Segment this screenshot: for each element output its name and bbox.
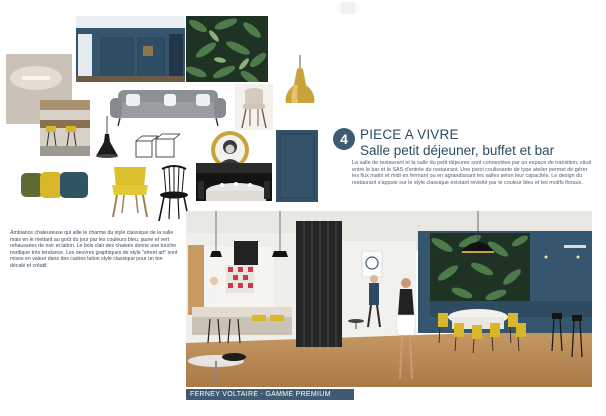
section-description: La salle de restaurant et la salle du petit déjeuner sont connectées par un espace de transition, situé entre le bar et le SAS d'entrée du restaurant. Une paroi coulissante de type atelier permet de gérer les flux matin et midi en fermant ou en agrandissant les salles selon leur capacités. Le design du restaurant s'appuie sur le style classique existant revisité par le couleur bleu et les motifs floraux. (352, 160, 592, 186)
blue-room-photo (76, 16, 185, 82)
dining-room-photo (196, 163, 272, 201)
cushions (20, 170, 92, 200)
section-number-badge: 4 (333, 128, 355, 150)
tropical-wallpaper-swatch (186, 16, 268, 82)
grey-sofa (104, 84, 232, 130)
yellow-chair (108, 163, 152, 219)
ambiance-description: Ambiance chaleureuse qui allie le charme du style classique de la salle mais en le mettant au goût du jour par les couleurs bleu, jaune et vert rehaussées de noir et laiton. Le bois clair des chaises donne une touche nordique très tendance. Les oeuvres graphiques de style "street art" sont mises en valeur dans des cadres laiton style classique pour un ton décalé et créatif. (10, 230, 178, 269)
section-title: PIECE A VIVRE (360, 127, 459, 142)
section-subtitle: Salle petit déjeuner, buffet et bar (360, 143, 555, 158)
wood-chair (235, 84, 273, 130)
wire-side-tables (132, 133, 182, 161)
black-pendant-lamp (94, 116, 120, 160)
restaurant-render (186, 211, 592, 387)
page-marker (340, 2, 356, 14)
brass-pendant-lamp (280, 55, 320, 107)
project-footer-label: FERNEY VOLTAIRE - GAMME PREMIUM (186, 389, 354, 400)
bar-counter-photo (40, 100, 90, 156)
blue-wall-panel (276, 130, 318, 202)
